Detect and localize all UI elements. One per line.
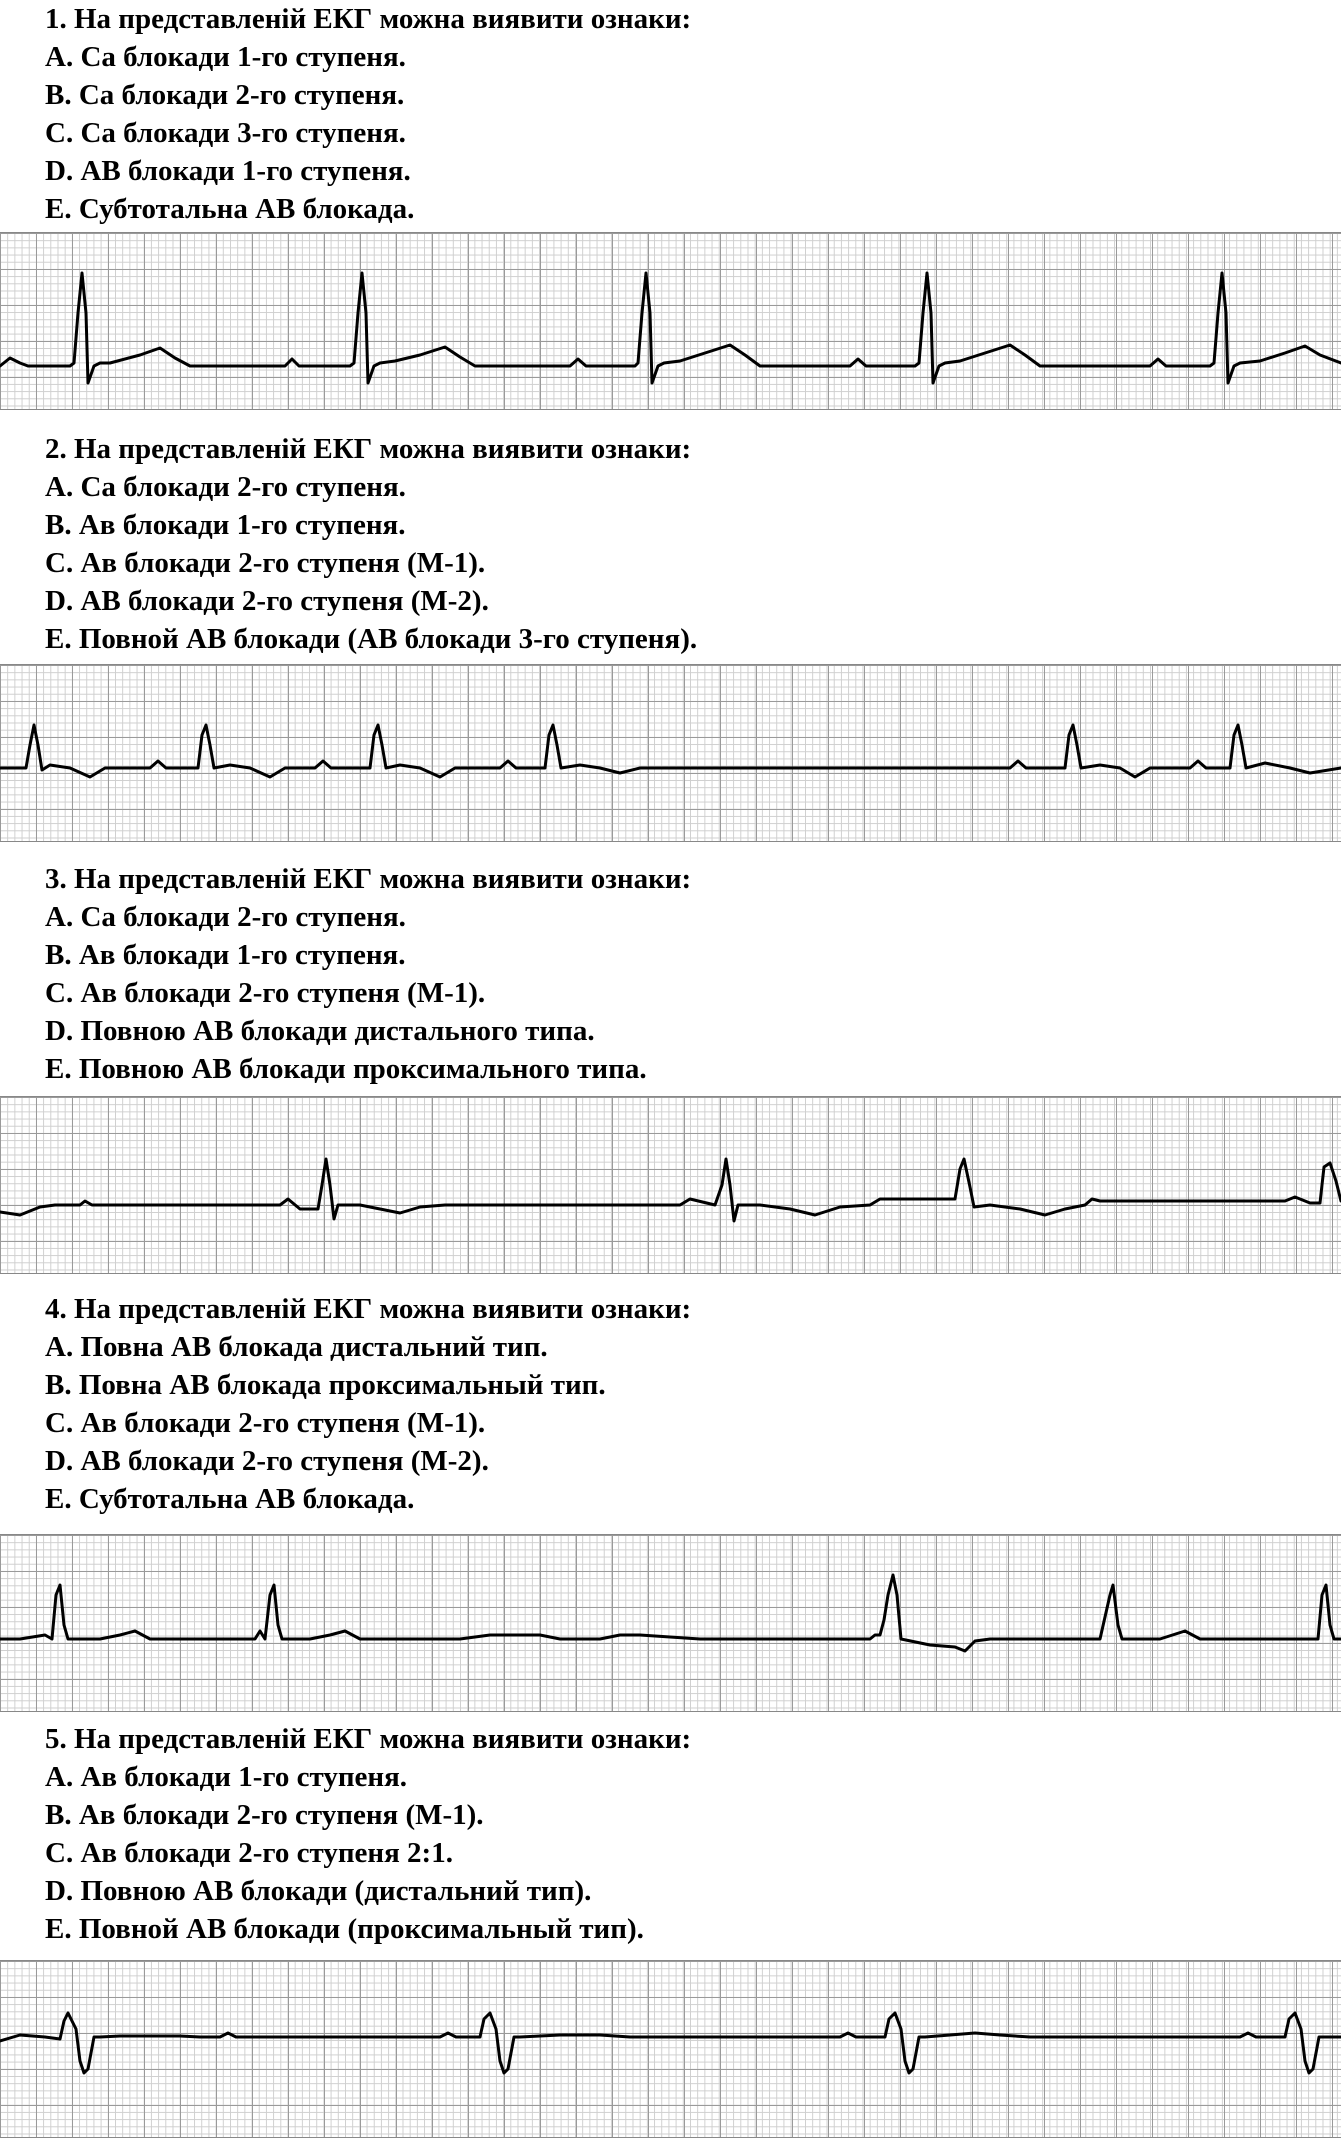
- question-1-title: 1. На представленій ЕКГ можна виявити ознаки:: [45, 3, 692, 35]
- ecg-trace-4: [0, 1535, 1341, 1713]
- question-2-option-b: B. Ав блокади 1-го ступеня.: [45, 509, 406, 541]
- question-1-option-c: C. Са блокади 3-го ступеня.: [45, 117, 406, 149]
- question-1-option-b: B. Са блокади 2-го ступеня.: [45, 79, 405, 111]
- question-5-text: [45, 1720, 691, 1948]
- ecg-strip-4: [0, 1534, 1341, 1712]
- question-4-option-c: C. Ав блокади 2-го ступеня (М-1).: [45, 1407, 486, 1439]
- question-5-option-c: C. Ав блокади 2-го ступеня 2:1.: [45, 1837, 453, 1869]
- question-4-option-d: D. АВ блокади 2-го ступеня (М-2).: [45, 1445, 489, 1477]
- question-4-option-e: E. Субтотальна АВ блокада.: [45, 1483, 415, 1515]
- ecg-strip-2: [0, 664, 1341, 842]
- ecg-trace-1: [0, 233, 1341, 411]
- question-2-option-d: D. АВ блокади 2-го ступеня (М-2).: [45, 585, 489, 617]
- question-3-option-c: C. Ав блокади 2-го ступеня (М-1).: [45, 977, 486, 1009]
- question-4-text: [45, 1290, 691, 1518]
- question-3-option-b: B. Ав блокади 1-го ступеня.: [45, 939, 406, 971]
- question-3-option-a: A. Са блокади 2-го ступеня.: [45, 901, 406, 933]
- ecg-trace-2: [0, 665, 1341, 843]
- question-3-option-d: D. Повною АВ блокади дистального типа.: [45, 1015, 595, 1047]
- question-2-option-c: C. Ав блокади 2-го ступеня (М-1).: [45, 547, 486, 579]
- ecg-strip-3: [0, 1096, 1341, 1274]
- question-4-title: 4. На представленій ЕКГ можна виявити ознаки:: [45, 1293, 692, 1325]
- question-4-option-a: A. Повна АВ блокада дистальний тип.: [45, 1331, 548, 1363]
- question-4-option-b: B. Повна АВ блокада проксимальный тип.: [45, 1369, 606, 1401]
- question-1-option-d: D. АВ блокади 1-го ступеня.: [45, 155, 411, 187]
- question-5-option-d: D. Повною АВ блокади (дистальний тип).: [45, 1875, 592, 1907]
- question-3-title: 3. На представленій ЕКГ можна виявити ознаки:: [45, 863, 692, 895]
- question-5-title: 5. На представленій ЕКГ можна виявити ознаки:: [45, 1723, 692, 1755]
- question-3-text: [45, 860, 691, 1088]
- question-5-option-e: E. Повной АВ блокади (проксимальный тип).: [45, 1913, 644, 1945]
- question-2-option-e: E. Повной АВ блокади (АВ блокади 3-го ступеня).: [45, 623, 698, 655]
- ecg-trace-5: [0, 1961, 1341, 2139]
- ecg-strip-5: [0, 1960, 1341, 2138]
- question-2-option-a: A. Са блокади 2-го ступеня.: [45, 471, 406, 503]
- question-1-text: [45, 0, 691, 228]
- question-1-option-e: E. Субтотальна АВ блокада.: [45, 193, 415, 225]
- question-5-option-b: B. Ав блокади 2-го ступеня (М-1).: [45, 1799, 484, 1831]
- question-3-option-e: E. Повною АВ блокади проксимального типа.: [45, 1053, 647, 1085]
- question-1-option-a: A. Са блокади 1-го ступеня.: [45, 41, 406, 73]
- question-2-text: [45, 430, 697, 658]
- ecg-trace-3: [0, 1097, 1341, 1275]
- ecg-strip-1: [0, 232, 1341, 410]
- question-5-option-a: A. Ав блокади 1-го ступеня.: [45, 1761, 408, 1793]
- question-2-title: 2. На представленій ЕКГ можна виявити ознаки:: [45, 433, 692, 465]
